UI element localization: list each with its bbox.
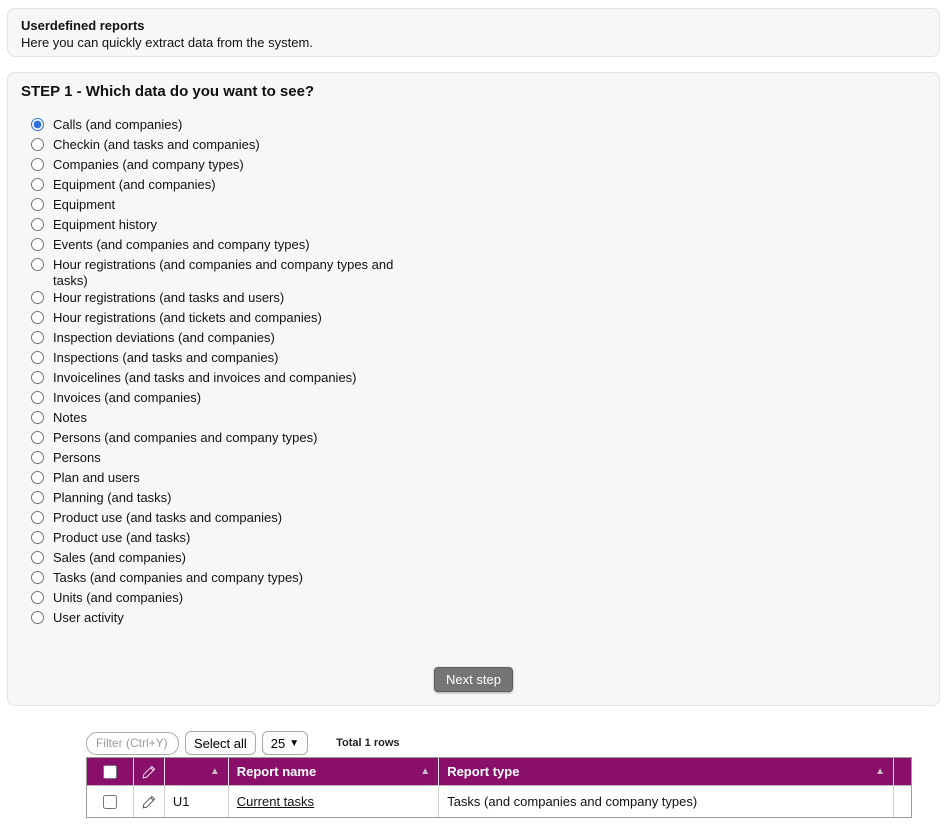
- radio-option-hour-reg-tickets[interactable]: [31, 309, 926, 329]
- step1-heading: STEP 1 - Which data do you want to see?: [21, 83, 315, 100]
- step1-panel: [7, 72, 940, 706]
- radio-input[interactable]: [31, 331, 44, 344]
- page-subtitle: Here you can quickly extract data from the system.: [21, 35, 313, 50]
- header-select-all-cell: [87, 758, 134, 785]
- header-id-column[interactable]: [165, 758, 229, 785]
- radio-option-equipment-companies[interactable]: [31, 176, 926, 196]
- radio-option-hour-reg-companies[interactable]: [31, 256, 926, 289]
- radio-input[interactable]: [31, 591, 44, 604]
- radio-option-persons[interactable]: [31, 449, 926, 469]
- filter-input[interactable]: [86, 732, 179, 755]
- radio-option-label: Units (and companies): [53, 590, 184, 605]
- table-header-row: [87, 758, 911, 785]
- radio-option-label: Tasks (and companies and company types): [53, 570, 304, 585]
- row-report-type-cell: Tasks (and companies and company types): [439, 786, 894, 817]
- radio-option-label: Notes: [53, 410, 87, 425]
- select-all-button[interactable]: Select all: [185, 731, 256, 755]
- radio-option-label: Product use (and tasks): [53, 530, 191, 545]
- radio-option-label: Equipment: [53, 197, 116, 212]
- report-name-link[interactable]: Current tasks: [236, 794, 315, 809]
- radio-option-label: Planning (and tasks): [53, 490, 172, 505]
- radio-option-inspections[interactable]: [31, 349, 926, 369]
- sort-asc-icon[interactable]: ▲: [875, 766, 885, 777]
- row-report-name-cell: [229, 786, 439, 817]
- radio-input[interactable]: [31, 531, 44, 544]
- radio-input[interactable]: [31, 491, 44, 504]
- row-edit-cell[interactable]: [134, 786, 165, 817]
- radio-option-inspection-deviations[interactable]: [31, 329, 926, 349]
- reports-table: [86, 757, 912, 818]
- header-report-type-column[interactable]: [439, 758, 894, 785]
- radio-option-label: Sales (and companies): [53, 550, 186, 565]
- header-edit-cell: [134, 758, 165, 785]
- radio-input[interactable]: [31, 351, 44, 364]
- reports-grid-area: [86, 731, 912, 818]
- radio-input[interactable]: [31, 218, 44, 231]
- page-size-value: 25: [270, 735, 286, 751]
- total-rows-text: Total 1 rows: [336, 737, 400, 749]
- radio-input[interactable]: [31, 158, 44, 171]
- chevron-down-icon: ▼: [289, 737, 300, 749]
- radio-option-label: Inspections (and tasks and companies): [53, 350, 279, 365]
- radio-option-companies[interactable]: [31, 156, 926, 176]
- radio-option-label: Plan and users: [53, 470, 140, 485]
- radio-option-user-activity[interactable]: [31, 609, 926, 629]
- radio-option-label: Equipment (and companies): [53, 177, 216, 192]
- radio-option-planning[interactable]: [31, 489, 926, 509]
- radio-option-label: Events (and companies and company types): [53, 237, 310, 252]
- radio-input[interactable]: [31, 138, 44, 151]
- radio-option-label: Persons (and companies and company types): [53, 430, 318, 445]
- page-header-panel: [7, 8, 940, 57]
- data-type-radio-list: [31, 116, 926, 629]
- radio-option-product-use-tasks[interactable]: [31, 529, 926, 549]
- radio-option-plan-users[interactable]: [31, 469, 926, 489]
- radio-input[interactable]: [31, 511, 44, 524]
- sort-asc-icon[interactable]: ▲: [420, 766, 431, 777]
- page-title: Userdefined reports: [21, 18, 145, 33]
- radio-option-persons-companies[interactable]: [31, 429, 926, 449]
- radio-option-label: Calls (and companies): [53, 117, 183, 132]
- header-spacer-cell: [894, 758, 911, 785]
- radio-option-label: User activity: [53, 610, 124, 625]
- radio-input[interactable]: [31, 371, 44, 384]
- radio-option-label: Hour registrations (and companies and company types and tasks): [53, 257, 394, 288]
- radio-option-label: Invoicelines (and tasks and invoices and companies): [53, 370, 357, 385]
- radio-option-label: Persons: [53, 450, 101, 465]
- radio-option-equipment[interactable]: [31, 196, 926, 216]
- radio-input[interactable]: [31, 291, 44, 304]
- radio-option-equipment-history[interactable]: [31, 216, 926, 236]
- radio-option-label: Hour registrations (and tasks and users): [53, 290, 285, 305]
- radio-input[interactable]: [31, 311, 44, 324]
- radio-option-label: Checkin (and tasks and companies): [53, 137, 260, 152]
- radio-option-product-use-companies[interactable]: [31, 509, 926, 529]
- radio-option-label: Hour registrations (and tickets and companies): [53, 310, 322, 325]
- radio-option-hour-reg-tasks-users[interactable]: [31, 289, 926, 309]
- radio-input[interactable]: [31, 471, 44, 484]
- radio-input[interactable]: [31, 571, 44, 584]
- radio-option-label: Companies (and company types): [53, 157, 244, 172]
- radio-option-checkin[interactable]: [31, 136, 926, 156]
- radio-option-units[interactable]: [31, 589, 926, 609]
- radio-option-label: Invoices (and companies): [53, 390, 202, 405]
- row-id-cell: U1: [165, 786, 229, 817]
- radio-input[interactable]: [31, 118, 44, 131]
- column-label: Report type: [447, 764, 520, 779]
- radio-input[interactable]: [31, 431, 44, 444]
- page-size-dropdown[interactable]: [262, 731, 308, 755]
- radio-option-invoicelines[interactable]: [31, 369, 926, 389]
- radio-option-notes[interactable]: [31, 409, 926, 429]
- radio-input[interactable]: [31, 391, 44, 404]
- row-checkbox[interactable]: [103, 795, 117, 809]
- radio-option-sales[interactable]: [31, 549, 926, 569]
- select-all-checkbox[interactable]: [103, 765, 117, 779]
- column-label: Report name: [236, 764, 317, 779]
- radio-input[interactable]: [31, 451, 44, 464]
- radio-option-label: Inspection deviations (and companies): [53, 330, 275, 345]
- radio-input[interactable]: [31, 551, 44, 564]
- sort-asc-icon[interactable]: ▲: [209, 766, 220, 777]
- row-spacer-cell: [894, 786, 911, 817]
- radio-option-events[interactable]: [31, 236, 926, 256]
- radio-input[interactable]: [31, 411, 44, 424]
- radio-option-tasks[interactable]: [31, 569, 926, 589]
- grid-controls: [86, 731, 912, 755]
- header-report-name-column[interactable]: [229, 758, 439, 785]
- edit-pencil-icon[interactable]: [142, 795, 156, 809]
- radio-input[interactable]: [31, 238, 44, 251]
- next-step-button-row: [21, 667, 926, 692]
- radio-input[interactable]: [31, 198, 44, 211]
- radio-option-invoices[interactable]: [31, 389, 926, 409]
- radio-input[interactable]: [31, 178, 44, 191]
- table-row: [87, 785, 911, 817]
- radio-option-label: Product use (and tasks and companies): [53, 510, 283, 525]
- next-step-button[interactable]: Next step: [434, 667, 513, 692]
- row-select-cell: [87, 786, 134, 817]
- radio-option-label: Equipment history: [53, 217, 158, 232]
- radio-input[interactable]: [31, 611, 44, 624]
- radio-input[interactable]: [31, 258, 44, 271]
- edit-pencil-icon: [142, 765, 156, 779]
- radio-option-calls[interactable]: [31, 116, 926, 136]
